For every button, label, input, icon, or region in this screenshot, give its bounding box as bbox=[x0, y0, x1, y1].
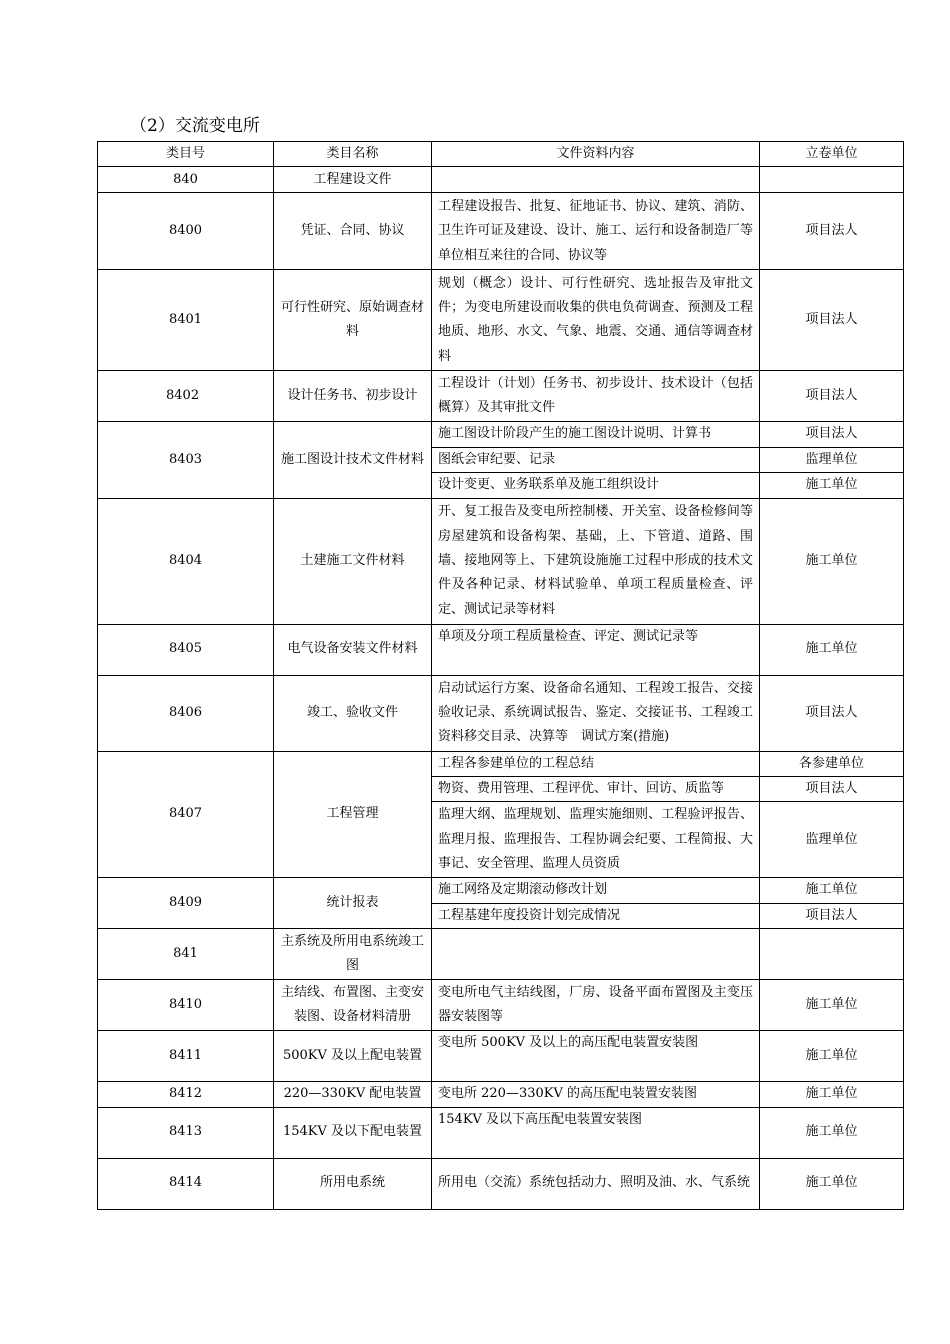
filing-unit bbox=[760, 929, 904, 980]
column-header-unit: 立卷单位 bbox=[760, 142, 904, 167]
category-code: 8410 bbox=[98, 980, 274, 1031]
filing-unit: 项目法人 bbox=[760, 193, 904, 270]
filing-unit: 项目法人 bbox=[760, 371, 904, 422]
category-code: 8413 bbox=[98, 1107, 274, 1158]
category-code: 8402 bbox=[98, 371, 274, 422]
filing-unit: 施工单位 bbox=[760, 878, 904, 903]
table-row bbox=[98, 980, 904, 1031]
file-content: 154KV 及以下高压配电装置安装图 bbox=[432, 1107, 760, 1158]
filing-unit: 施工单位 bbox=[760, 1158, 904, 1209]
category-code: 841 bbox=[98, 929, 274, 980]
file-content: 变电所 500KV 及以上的高压配电装置安装图 bbox=[432, 1031, 760, 1082]
category-code: 8407 bbox=[98, 751, 274, 878]
table-row bbox=[98, 751, 904, 776]
category-name: 凭证、合同、协议 bbox=[274, 193, 432, 270]
category-name: 工程建设文件 bbox=[274, 167, 432, 193]
category-code: 8403 bbox=[98, 422, 274, 498]
category-code: 8409 bbox=[98, 878, 274, 929]
category-name: 电气设备安装文件材料 bbox=[274, 624, 432, 675]
table-row bbox=[98, 270, 904, 371]
category-code: 840 bbox=[98, 167, 274, 193]
category-code: 8411 bbox=[98, 1031, 274, 1082]
section-heading: （2）交流变电所 bbox=[130, 116, 260, 136]
category-code: 8414 bbox=[98, 1158, 274, 1209]
category-name: 设计任务书、初步设计 bbox=[274, 371, 432, 422]
filing-unit: 施工单位 bbox=[760, 980, 904, 1031]
category-name: 主结线、布置图、主变安装图、设备材料清册 bbox=[274, 980, 432, 1031]
file-content: 开、复工报告及变电所控制楼、开关室、设备检修间等房屋建筑和设备构架、基础，上、下管道、道路、围墙、接地网等上、下建筑设施施工过程中形成的技术文件及各种记录、材料试验单、单项工程质量检查、评定、测试记录等材料 bbox=[432, 498, 760, 624]
category-name: 154KV 及以下配电装置 bbox=[274, 1107, 432, 1158]
category-name: 统计报表 bbox=[274, 878, 432, 929]
table-row bbox=[98, 929, 904, 980]
category-code: 8404 bbox=[98, 498, 274, 624]
file-content: 工程设计（计划）任务书、初步设计、技术设计（包括概算）及其审批文件 bbox=[432, 371, 760, 422]
category-code: 8401 bbox=[98, 270, 274, 371]
table-row bbox=[98, 1031, 904, 1082]
file-content: 工程各参建单位的工程总结 bbox=[432, 751, 760, 776]
filing-unit: 施工单位 bbox=[760, 1031, 904, 1082]
category-name: 220—330KV 配电装置 bbox=[274, 1082, 432, 1107]
archive-classification-table bbox=[97, 141, 904, 1210]
file-content bbox=[432, 167, 760, 193]
category-name: 竣工、验收文件 bbox=[274, 675, 432, 751]
table-row bbox=[98, 675, 904, 751]
file-content bbox=[432, 929, 760, 980]
table-row bbox=[98, 624, 904, 675]
filing-unit: 项目法人 bbox=[760, 270, 904, 371]
table-row bbox=[98, 1158, 904, 1209]
table-row bbox=[98, 878, 904, 903]
column-header-code: 类目号 bbox=[98, 142, 274, 167]
filing-unit: 项目法人 bbox=[760, 422, 904, 447]
table-row bbox=[98, 371, 904, 422]
category-name: 主系统及所用电系统竣工图 bbox=[274, 929, 432, 980]
file-content: 设计变更、业务联系单及施工组织设计 bbox=[432, 473, 760, 498]
category-name: 所用电系统 bbox=[274, 1158, 432, 1209]
category-name: 500KV 及以上配电装置 bbox=[274, 1031, 432, 1082]
filing-unit: 各参建单位 bbox=[760, 751, 904, 776]
category-name: 土建施工文件材料 bbox=[274, 498, 432, 624]
file-content: 监理大纲、监理规划、监理实施细则、工程验评报告、监理月报、监理报告、工程协调会纪要、工程简报、大事记、安全管理、监理人员资质 bbox=[432, 802, 760, 878]
file-content: 变电所电气主结线图，厂房、设备平面布置图及主变压器安装图等 bbox=[432, 980, 760, 1031]
table-row bbox=[98, 498, 904, 624]
file-content: 启动试运行方案、设备命名通知、工程竣工报告、交接验收记录、系统调试报告、鉴定、交接证书、工程竣工资料移交目录、决算等 调试方案(措施) bbox=[432, 675, 760, 751]
file-content: 变电所 220—330KV 的高压配电装置安装图 bbox=[432, 1082, 760, 1107]
table-row bbox=[98, 193, 904, 270]
file-content: 图纸会审纪要、记录 bbox=[432, 447, 760, 472]
category-code: 8400 bbox=[98, 193, 274, 270]
table-row bbox=[98, 167, 904, 193]
table-row bbox=[98, 1107, 904, 1158]
filing-unit: 项目法人 bbox=[760, 903, 904, 928]
category-name: 施工图设计技术文件材料 bbox=[274, 422, 432, 498]
filing-unit: 项目法人 bbox=[760, 675, 904, 751]
table-row bbox=[98, 422, 904, 447]
filing-unit: 施工单位 bbox=[760, 1082, 904, 1107]
filing-unit: 项目法人 bbox=[760, 777, 904, 802]
category-name: 工程管理 bbox=[274, 751, 432, 878]
filing-unit: 施工单位 bbox=[760, 624, 904, 675]
file-content: 施工图设计阶段产生的施工图设计说明、计算书 bbox=[432, 422, 760, 447]
file-content: 施工网络及定期滚动修改计划 bbox=[432, 878, 760, 903]
filing-unit: 施工单位 bbox=[760, 473, 904, 498]
category-code: 8405 bbox=[98, 624, 274, 675]
filing-unit bbox=[760, 167, 904, 193]
file-content: 工程基建年度投资计划完成情况 bbox=[432, 903, 760, 928]
filing-unit: 施工单位 bbox=[760, 1107, 904, 1158]
column-header-content: 文件资料内容 bbox=[432, 142, 760, 167]
table-row bbox=[98, 1082, 904, 1107]
category-name: 可行性研究、原始调查材料 bbox=[274, 270, 432, 371]
file-content: 规划（概念）设计、可行性研究、选址报告及审批文件；为变电所建设而收集的供电负荷调查、预测及工程地质、地形、水文、气象、地震、交通、通信等调查材料 bbox=[432, 270, 760, 371]
filing-unit: 监理单位 bbox=[760, 802, 904, 878]
category-code: 8406 bbox=[98, 675, 274, 751]
category-code: 8412 bbox=[98, 1082, 274, 1107]
column-header-name: 类目名称 bbox=[274, 142, 432, 167]
filing-unit: 监理单位 bbox=[760, 447, 904, 472]
file-content: 物资、费用管理、工程评优、审计、回访、质监等 bbox=[432, 777, 760, 802]
table-header-row bbox=[98, 142, 904, 167]
filing-unit: 施工单位 bbox=[760, 498, 904, 624]
file-content: 所用电（交流）系统包括动力、照明及油、水、气系统 bbox=[432, 1158, 760, 1209]
file-content: 工程建设报告、批复、征地证书、协议、建筑、消防、卫生许可证及建设、设计、施工、运行和设备制造厂等单位相互来往的合同、协议等 bbox=[432, 193, 760, 270]
file-content: 单项及分项工程质量检查、评定、测试记录等 bbox=[432, 624, 760, 675]
